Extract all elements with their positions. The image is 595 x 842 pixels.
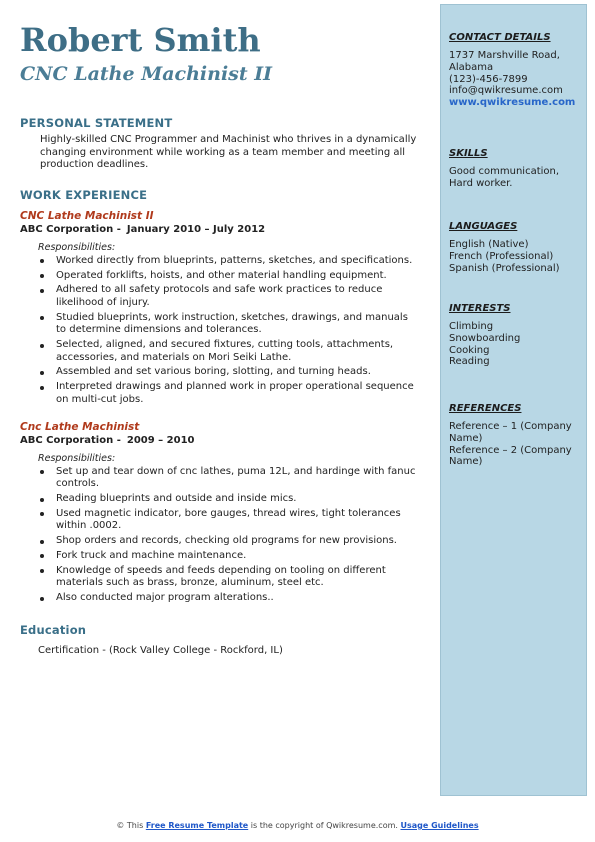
list-item: Adhered to all safety protocols and safe work practices to reduce likelihood of injury. <box>56 284 420 309</box>
personal-statement-text: Highly-skilled CNC Programmer and Machinist who thrives in a dynamically changing environment while working as a team member and meeting all production deadlines. <box>40 134 417 171</box>
job-title: CNC Lathe Machinist II <box>20 209 154 222</box>
language-item: French (Professional) <box>449 250 554 262</box>
list-item: Selected, aligned, and secured fixtures, cutting tools, attachments, accessories, and materials on Mori Seiki Lathe. <box>56 339 420 364</box>
list-item: Fork truck and machine maintenance. <box>56 550 420 563</box>
job-title: Cnc Lathe Machinist <box>20 420 140 433</box>
job-entry-1 <box>20 210 420 407</box>
education-heading: Education <box>20 622 87 637</box>
reference-item: Name) <box>449 456 483 468</box>
interest-item: Reading <box>449 356 490 368</box>
work-experience-heading: WORK EXPERIENCE <box>20 187 148 202</box>
list-item: Set up and tear down of cnc lathes, puma 12L, and hardinge with fanuc controls. <box>56 466 420 491</box>
main-column <box>20 20 420 656</box>
list-item: Knowledge of speeds and feeds depending on tooling on different materials such as brass, bronze, aluminum, steel etc. <box>56 565 420 590</box>
contact-email[interactable]: info@qwikresume.com <box>449 85 563 97</box>
interests <box>449 303 580 368</box>
usage-guidelines-link[interactable]: Usage Guidelines <box>400 821 479 830</box>
job-dates: January 2010 – July 2012 <box>126 223 266 235</box>
job-company <box>20 434 420 447</box>
interests-heading: INTERESTS <box>449 303 511 314</box>
job-entry-2 <box>20 421 420 605</box>
footer-prefix: © This <box>116 821 144 830</box>
languages <box>449 221 580 274</box>
list-item: Shop orders and records, checking old programs for new provisions. <box>56 535 420 548</box>
reference-item: Reference – 2 (Company <box>449 444 572 456</box>
list-item: Assembled and set various boring, slotting, and turning heads. <box>56 366 420 379</box>
footer <box>0 821 595 830</box>
candidate-title: CNC Lathe Machinist II <box>20 63 273 85</box>
references <box>449 403 580 468</box>
list-item: Also conducted major program alterations.. <box>56 592 420 605</box>
responsibilities-label: Responsibilities: <box>38 452 116 464</box>
responsibilities-list <box>20 466 420 605</box>
job-company <box>20 223 420 236</box>
company-name: ABC Corporation - <box>20 223 121 235</box>
responsibilities-label: Responsibilities: <box>38 241 116 253</box>
sidebar <box>440 4 587 796</box>
candidate-name: Robert Smith <box>20 21 261 59</box>
skills-heading: SKILLS <box>449 148 488 159</box>
skills-line: Good communication, <box>449 166 560 177</box>
interest-item: Cooking <box>449 344 490 356</box>
list-item: Worked directly from blueprints, patterns, sketches, and specifications. <box>56 255 420 268</box>
contact-address-line-2: Alabama <box>449 61 494 73</box>
contact-phone: (123)-456-7899 <box>449 73 528 85</box>
skills <box>449 148 580 190</box>
contact-address-line-1: 1737 Marshville Road, <box>449 50 560 61</box>
references-heading: REFERENCES <box>449 403 522 414</box>
language-item: English (Native) <box>449 239 529 250</box>
interest-item: Snowboarding <box>449 332 521 344</box>
list-item: Used magnetic indicator, bore gauges, thread wires, tight tolerances within .0002. <box>56 508 420 533</box>
list-item: Studied blueprints, work instruction, sketches, drawings, and manuals to determine dimensions and tolerances. <box>56 312 420 337</box>
reference-item: Name) <box>449 432 483 444</box>
education-text: Certification - (Rock Valley College - Rockford, IL) <box>38 644 283 656</box>
reference-item: Reference – 1 (Company <box>449 421 572 432</box>
list-item: Reading blueprints and outside and inside mics. <box>56 493 420 506</box>
interest-item: Climbing <box>449 321 494 332</box>
job-dates: 2009 – 2010 <box>126 434 195 446</box>
contact-details <box>449 32 580 109</box>
contact-website-link[interactable]: www.qwikresume.com <box>449 97 576 109</box>
company-name: ABC Corporation - <box>20 434 121 446</box>
footer-copyright: is the copyright of Qwikresume.com. <box>250 821 398 830</box>
personal-statement-heading: PERSONAL STATEMENT <box>20 116 173 130</box>
free-resume-template-link[interactable]: Free Resume Template <box>145 821 249 830</box>
languages-heading: LANGUAGES <box>449 221 518 232</box>
contact-details-heading: CONTACT DETAILS <box>449 32 551 43</box>
language-item: Spanish (Professional) <box>449 262 560 274</box>
list-item: Interpreted drawings and planned work in proper operational sequence on multi-cut jobs. <box>56 381 420 406</box>
skills-line: Hard worker. <box>449 177 513 189</box>
responsibilities-list <box>20 255 420 407</box>
list-item: Operated forklifts, hoists, and other material handling equipment. <box>56 270 420 283</box>
